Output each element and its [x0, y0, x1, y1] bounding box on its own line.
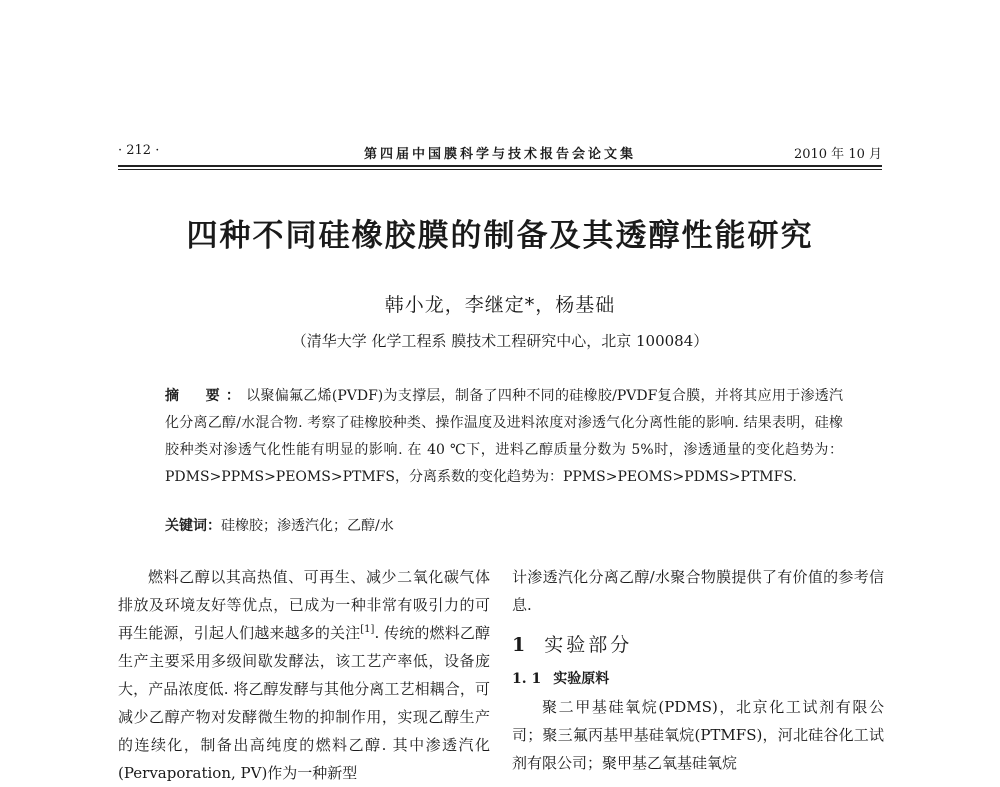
keywords — [165, 515, 843, 535]
page-number: · 212 · — [118, 143, 160, 158]
conference-title: 第四届中国膜科学与技术报告会论文集 — [363, 147, 636, 162]
subsection-number: 1. 1 — [512, 671, 542, 687]
paper-title: 四种不同硅橡胶膜的制备及其透醇性能研究 — [186, 218, 814, 254]
intro-paragraph — [118, 563, 490, 787]
affiliation: （清华大学 化学工程系 膜技术工程研究中心，北京 100084） — [291, 332, 709, 350]
citation: [1] — [360, 624, 375, 635]
keywords-label: 关键词： — [165, 518, 221, 534]
publication-date: 2010 年 10 月 — [793, 147, 882, 162]
section-number: 1 — [512, 634, 529, 656]
keywords-text: 硅橡胶；渗透汽化；乙醇/水 — [221, 518, 394, 534]
subsection-title: 实验原料 — [553, 671, 610, 687]
intro-paragraph-continued: 计渗透汽化分离乙醇/水聚合物膜提供了有价值的参考信息. — [512, 568, 884, 614]
materials-paragraph: 聚二甲基硅氧烷(PDMS)，北京化工试剂有限公司；聚三氟丙基甲基硅氧烷(PTMFS)，河北硅谷化工试剂有限公司；聚甲基乙氧基硅氧烷 — [512, 698, 884, 772]
abstract-text: 以聚偏氟乙烯(PVDF)为支撑层，制备了四种不同的硅橡胶/PVDF复合膜，并将其应用于渗透汽化分离乙醇/水混合物. 考察了硅橡胶种类、操作温度及进料浓度对渗透气化分离性能的影响. 结果表明，硅橡胶种类对渗透气化性能有明显的影响. 在 40 ℃下，进料乙醇质量分数为 5%时，渗透通量的变化趋势为：PDMS>PPMS>PEOMS>PTMFS，分离系数的变化趋势为：PPMS>PEOMS>PDMS>PTMFS. — [165, 388, 844, 485]
subsection-heading — [512, 665, 884, 693]
left-column — [118, 563, 490, 787]
right-column — [512, 563, 884, 777]
header-rule-thin — [118, 169, 882, 170]
intro-text-a: 燃料乙醇以其高热值、可再生、减少二氧化碳气体排放及环境友好等优点，已成为一种非常有吸引力的可再生能源，引起人们越来越多的关注 — [118, 568, 490, 642]
abstract-label: 摘 要： — [165, 388, 247, 404]
abstract — [165, 383, 843, 491]
section-title: 实验部分 — [544, 634, 633, 656]
running-header — [118, 143, 882, 163]
section-heading — [512, 631, 884, 659]
header-rule-thick — [118, 165, 882, 167]
author-list: 韩小龙，李继定*，杨基础 — [384, 294, 616, 316]
intro-text-b: . 传统的燃料乙醇生产主要采用多级间歇发酵法，该工艺产率低，设备庞大，产品浓度低. 将乙醇发酵与其他分离工艺相耦合，可减少乙醇产物对发酵微生物的抑制作用，实现乙醇生产的连续化，制备出高纯度的燃料乙醇. 其中渗透汽化(Pervaporation, PV)作为一种新型 — [118, 624, 490, 782]
